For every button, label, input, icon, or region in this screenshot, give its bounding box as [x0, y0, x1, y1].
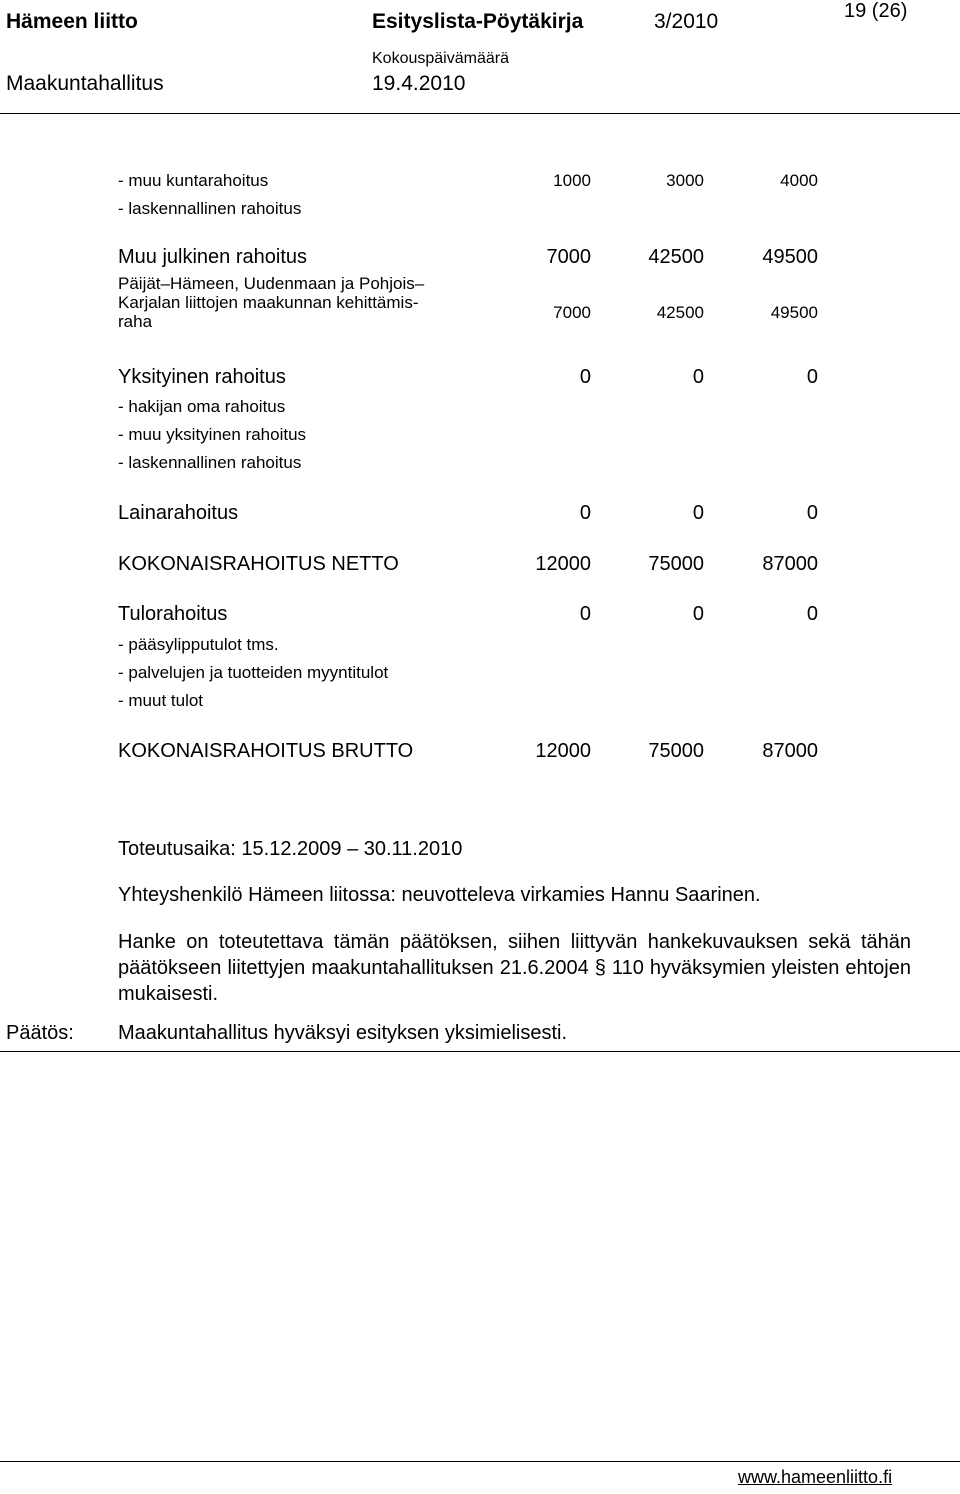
value-col3: 49500	[770, 303, 818, 322]
row-label: - pääsylipputulot tms.	[118, 635, 279, 654]
label-line: Karjalan liittojen maakunnan kehittämis-	[118, 293, 419, 312]
row-label: - hakijan oma rahoitus	[118, 397, 286, 416]
table-row	[118, 663, 820, 687]
value-col2: 75000	[648, 553, 704, 575]
row-label: - muut tulot	[118, 691, 204, 710]
value-col3: 0	[806, 366, 818, 388]
value-col3: 87000	[762, 740, 818, 762]
value-col3: 0	[806, 502, 818, 524]
table-row	[118, 425, 820, 449]
value-col3: 4000	[780, 171, 818, 190]
label-line: Päijät–Hämeen, Uudenmaan ja Pohjois–	[118, 274, 425, 293]
value-col3: 0	[806, 603, 818, 625]
table-row	[118, 603, 820, 627]
value-col2: 42500	[648, 246, 704, 268]
row-label: Tulorahoitus	[118, 603, 228, 625]
contact-person: Yhteyshenkilö Hämeen liitossa: neuvotteleva virkamies Hannu Saarinen.	[118, 884, 761, 906]
row-label: - palvelujen ja tuotteiden myyntitulot	[118, 663, 389, 682]
value-col1: 12000	[535, 553, 591, 575]
header-rule	[0, 113, 960, 114]
implementation-period: Toteutusaika: 15.12.2009 – 30.11.2010	[118, 838, 463, 860]
row-label: - laskennallinen rahoitus	[118, 199, 302, 218]
meeting-date: 19.4.2010	[372, 72, 466, 95]
table-row	[118, 740, 820, 764]
value-col2: 0	[692, 366, 704, 388]
row-label: KOKONAISRAHOITUS NETTO	[118, 553, 399, 575]
value-col2: 0	[692, 603, 704, 625]
value-col2: 42500	[656, 303, 704, 322]
value-col3: 49500	[762, 246, 818, 268]
committee-name: Maakuntahallitus	[6, 72, 164, 95]
table-row	[118, 246, 820, 270]
value-col1: 12000	[535, 740, 591, 762]
value-col1: 0	[579, 366, 591, 388]
decision-label: Päätös:	[6, 1022, 74, 1044]
table-row	[118, 553, 820, 577]
row-label: Yksityinen rahoitus	[118, 366, 286, 388]
row-label: - laskennallinen rahoitus	[118, 453, 302, 472]
table-row	[118, 199, 820, 223]
value-col2: 0	[692, 502, 704, 524]
decision-text: Maakuntahallitus hyväksyi esityksen yksimielisesti.	[118, 1022, 568, 1044]
conditions-paragraph: Hanke on toteutettava tämän päätöksen, siihen liittyvän hankekuvauksen sekä tähän päätökseen liitettyjen maakuntahallituksen 21.6.2004 § 110 hyväksymien yleisten ehtojen mukaisesti.	[118, 931, 911, 1005]
document-number: 3/2010	[654, 10, 719, 33]
table-row	[118, 397, 820, 421]
date-label: Kokouspäivämäärä	[372, 50, 509, 67]
table-row	[118, 635, 820, 659]
website-link[interactable]: www.hameenliitto.fi	[738, 1467, 893, 1487]
org-name: Hämeen liitto	[6, 10, 138, 33]
value-col1: 7000	[546, 246, 591, 268]
label-line: raha	[118, 312, 153, 331]
value-col1: 0	[579, 502, 591, 524]
value-col1: 7000	[553, 303, 591, 322]
document-type: Esityslista-Pöytäkirja	[372, 10, 584, 33]
row-label: Lainarahoitus	[118, 502, 239, 524]
table-row	[118, 691, 820, 715]
table-row	[118, 303, 820, 327]
value-col2: 3000	[666, 171, 704, 190]
decision-rule	[0, 1051, 960, 1052]
table-row	[118, 453, 820, 477]
value-col3: 87000	[762, 553, 818, 575]
value-col1: 1000	[553, 171, 591, 190]
table-row	[118, 171, 820, 195]
table-row	[118, 502, 820, 526]
value-col2: 75000	[648, 740, 704, 762]
value-col1: 0	[579, 603, 591, 625]
row-label: Muu julkinen rahoitus	[118, 246, 307, 268]
page-number: 19 (26)	[844, 0, 908, 22]
row-label: KOKONAISRAHOITUS BRUTTO	[118, 740, 414, 762]
row-label: - muu kuntarahoitus	[118, 171, 269, 190]
table-row	[118, 366, 820, 390]
footer-rule	[0, 1461, 960, 1462]
row-label: - muu yksityinen rahoitus	[118, 425, 307, 444]
